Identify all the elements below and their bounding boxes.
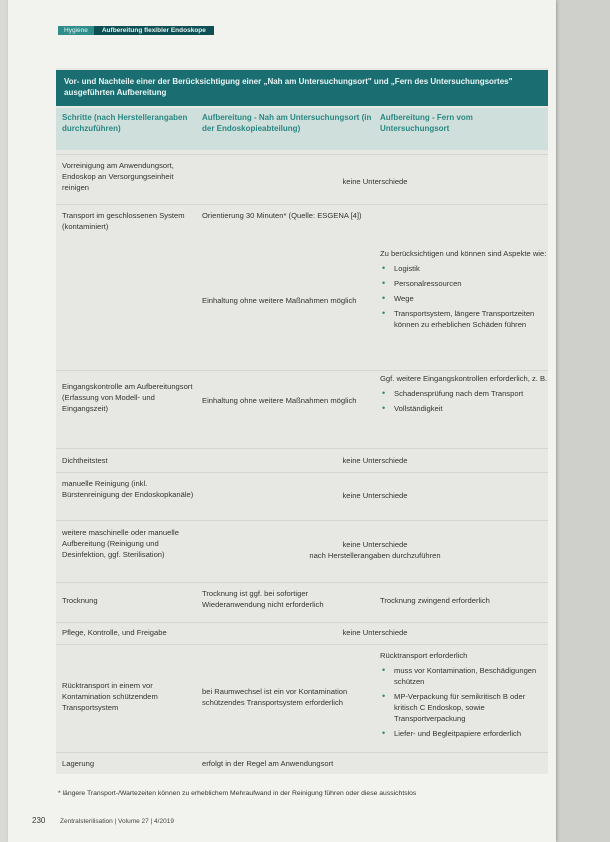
span-lagerung: erfolgt in der Regel am Anwendungsort [202,759,334,768]
header-fern: Aufbereitung - Fern vom Untersuchungsort [380,113,473,133]
step-manuell: manuelle Reinigung (inkl. Bürstenreinigung der Endoskopkanäle) [62,479,194,499]
running-head-title: Aufbereitung flexibler Endoskope [94,26,214,35]
list-item: • Transportsystem, längere Transportzeiten können zu erheblichen Schäden führen [380,308,550,330]
step-vorreinigung: Vorreinigung am Anwendungsort, Endoskop an Versorgungseinheit reinigen [62,161,174,192]
span-maschinell: keine Unterschiede [342,540,408,549]
step-lagerung: Lagerung [62,759,95,768]
page-number: 230 [32,816,46,825]
header-nah: Aufbereitung - Nah am Untersuchungsort (in der Endoskopieabteilung) [202,113,372,133]
span-maschinell-2: nach Herstellerangaben durchzuführen [309,551,441,560]
list-item: • muss vor Kontamination, Beschädigungen schützen [380,665,550,687]
page-gutter [556,0,610,842]
step-maschinell: weitere maschinelle oder manuelle Aufbereitung (Reinigung und Desinfektion, ggf. Sterilisation) [62,528,179,559]
list-item: • Personalressourcen [380,278,550,289]
step-transport: Transport im geschlossenen System (kontaminiert) [62,211,185,231]
fern-eingangskontrolle [380,373,550,418]
table-caption: Vor- und Nachteile einer der Berücksichtigung einer „Nah am Untersuchungsort" und „Fern des Untersuchungsortes" ausgeführten Aufbereitung [56,70,548,106]
fern-eingangskontrolle-intro: Ggf. weitere Eingangskontrollen erforderlich, z. B. [380,374,548,383]
span-manuell: keine Unterschiede [342,491,408,500]
step-ruecktransport: Rücktransport in einem vor Kontamination schützendem Transportsystem [62,681,158,712]
footnote: * längere Transport-/Wartezeiten können zu erheblichem Mehraufwand in der Reinigung führen oder diese aussichtslos [58,790,417,797]
list-item: • Vollständigkeit [380,403,550,414]
nah-trocknung: Trocknung ist ggf. bei sofortiger Wiederanwendung nicht erforderlich [202,589,324,609]
nah-eingangskontrolle: Einhaltung ohne weitere Maßnahmen möglich [202,396,357,405]
step-pflege: Pflege, Kontrolle, und Freigabe [62,628,167,637]
list-item: • Logistik [380,263,550,274]
fern-ruecktransport [380,650,550,743]
nah-transport: Orientierung 30 Minuten* (Quelle: ESGENA [4]) [202,211,362,220]
fern-transport [380,248,550,334]
journal-info: Zentralsterilisation | Volume 27 | 4/2019 [60,818,174,825]
step-dichtheitstest: Dichtheitstest [62,456,108,465]
span-dichtheitstest: keine Unterschiede [342,456,408,465]
fern-ruecktransport-intro: Rücktransport erforderlich [380,651,468,660]
running-head-section: Hygiene [58,26,94,35]
nah-ruecktransport: bei Raumwechsel ist ein vor Kontamination schützendes Transportsystem erforderlich [202,687,348,707]
span-vorreinigung: keine Unterschiede [342,177,408,186]
list-item: • MP-Verpackung für semikritisch B oder kritisch C Endoskop, sowie Transportverpackung [380,691,550,724]
list-item: • Liefer- und Begleitpapiere erforderlich [380,728,550,739]
nah-transport-2: Einhaltung ohne weitere Maßnahmen möglich [202,296,357,305]
fern-transport-intro: Zu berücksichtigen und können sind Aspekte wie: [380,249,547,258]
fern-trocknung: Trocknung zwingend erforderlich [380,596,490,605]
header-steps: Schritte (nach Herstellerangaben durchzuführen) [62,113,188,133]
span-pflege: keine Unterschiede [342,628,408,637]
step-trocknung: Trocknung [62,596,98,605]
list-item: • Schadensprüfung nach dem Transport [380,388,550,399]
step-eingangskontrolle: Eingangskontrolle am Aufbereitungsort (Erfassung von Modell- und Eingangszeit) [62,382,193,413]
running-head [58,24,214,36]
list-item: • Wege [380,293,550,304]
